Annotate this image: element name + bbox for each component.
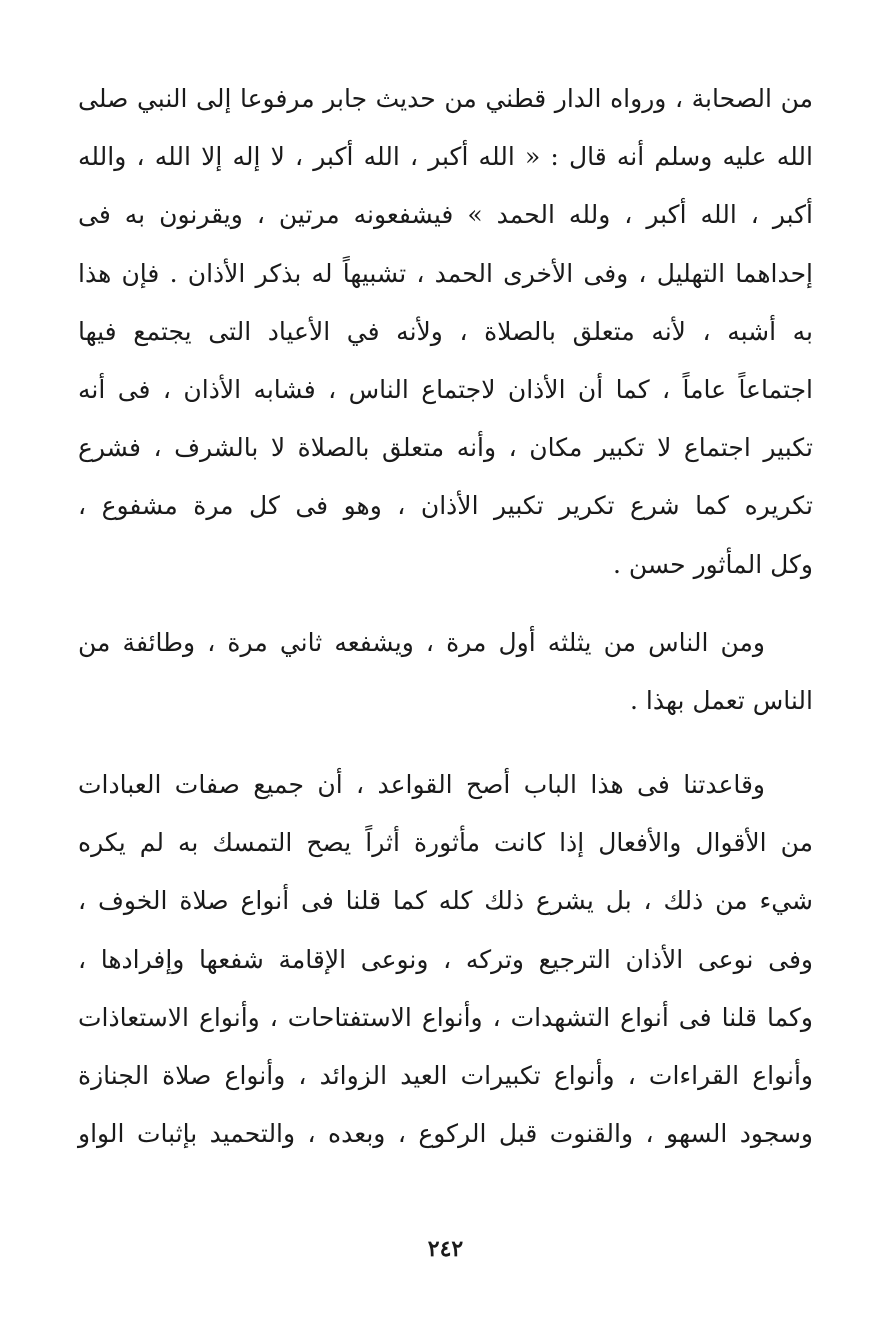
- text-line: شيء من ذلك ، بل يشرع ذلك كله كما قلنا فى أنواع صلاة الخوف ،: [78, 886, 813, 916]
- text-line: الله عليه وسلم أنه قال : « الله أكبر ، الله أكبر ، لا إله إلا الله ، والله: [78, 142, 813, 172]
- text-line: الناس تعمل بهذا .: [630, 685, 813, 715]
- text-line: وفى نوعى الأذان الترجيع وتركه ، ونوعى الإقامة شفعها وإفرادها ،: [78, 944, 813, 974]
- paragraph-1: [78, 70, 813, 594]
- text-line: إحداهما التهليل ، وفى الأخرى الحمد ، تشبيهاً له بذكر الأذان . فإن هذا: [78, 258, 813, 288]
- paragraph-spacer: [78, 594, 813, 614]
- text-line: به أشبه ، لأنه متعلق بالصلاة ، ولأنه في الأعياد التى يجتمع فيها: [78, 316, 813, 346]
- text-line: وقاعدتنا فى هذا الباب أصح القواعد ، أن جميع صفات العبادات: [78, 770, 765, 800]
- text-line: وسجود السهو ، والقنوت قبل الركوع ، وبعده ، والتحميد بإثبات الواو: [78, 1119, 813, 1149]
- text-line: ومن الناس من يثلثه أول مرة ، ويشفعه ثاني مرة ، وطائفة من: [78, 627, 765, 657]
- text-line: من الأقوال والأفعال إذا كانت مأثورة أثراً يصح التمسك به لم يكره: [78, 828, 813, 858]
- text-line: وكما قلنا فى أنواع التشهدات ، وأنواع الاستفتاحات ، وأنواع الاستعاذات: [78, 1002, 813, 1032]
- text-line: أكبر ، الله أكبر ، ولله الحمد » فيشفعونه مرتين ، ويقرنون به فى: [78, 200, 813, 230]
- text-line: وأنواع القراءات ، وأنواع تكبيرات العيد الزوائد ، وأنواع صلاة الجنازة: [78, 1061, 813, 1090]
- text-line: تكريره كما شرع تكرير تكبير الأذان ، وهو فى كل مرة مشفوع ،: [78, 491, 813, 521]
- paragraph-2: [78, 614, 813, 730]
- page-number: ٢٤٢: [427, 1236, 464, 1262]
- text-line: اجتماعاً عاماً ، كما أن الأذان لاجتماع الناس ، فشابه الأذان ، فى أنه: [78, 374, 813, 404]
- text-line: تكبير اجتماع لا تكبير مكان ، وأنه متعلق بالصلاة لا بالشرف ، فشرع: [78, 433, 813, 463]
- page-body: [78, 70, 813, 1163]
- text-line: من الصحابة ، ورواه الدار قطني من حديث جابر مرفوعا إلى النبي صلى: [78, 84, 813, 113]
- paragraph-spacer: [78, 730, 813, 756]
- paragraph-3: [78, 756, 813, 1163]
- text-line: وكل المأثور حسن .: [612, 549, 813, 579]
